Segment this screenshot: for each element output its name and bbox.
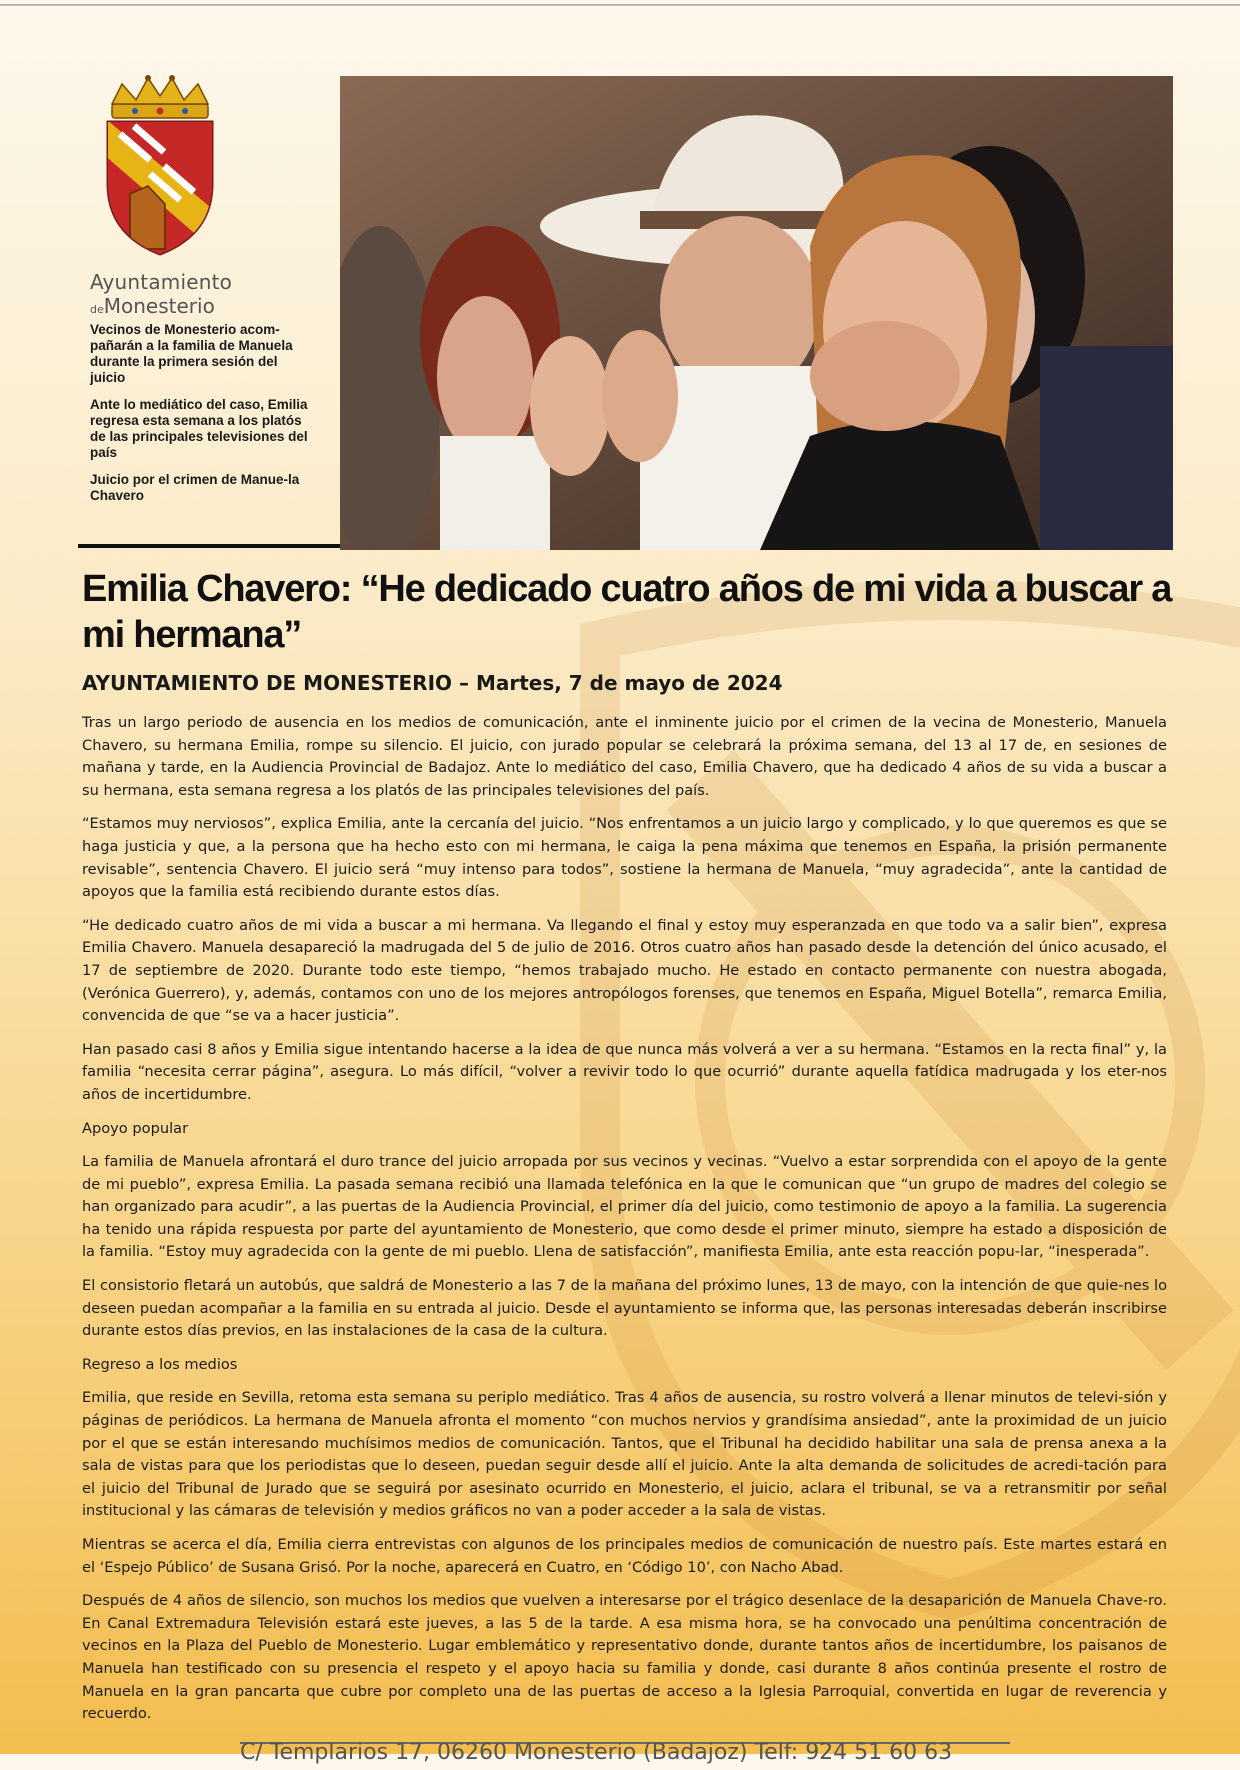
top-border [0,4,1240,6]
article-body [82,712,1167,1737]
coat-of-arms-icon [90,74,230,264]
highlight-item: Vecinos de Monesterio acom-pañarán a la familia de Manuela durante la primera sesión del juicio [90,322,293,385]
article-paragraph: “Estamos muy nerviosos”, explica Emilia, ante la cercanía del juicio. “Nos enfrentamos a un juicio largo y complicado, y lo que queremos es que se haga justicia y que, a la persona que ha hecho esto con mi hermana, le caiga la pena máxima que tenemos en España, la prisión permanente revisable”, sentencia Chavero. El juicio será “muy intenso para todos”, sostiene la hermana de Manuela, “muy agradecida”, ante la cantidad de apoyos que la familia está recibiendo durante estos días. [82,815,1167,901]
org-name-de: de [90,303,104,316]
dateline: AYUNTAMIENTO DE MONESTERIO – Martes, 7 de mayo de 2024 [82,671,783,695]
section-rule [78,544,340,548]
article-paragraph: Después de 4 años de silencio, son muchos los medios que vuelven a interesarse por el trágico desenlace de la desaparición de Manuela Chave-ro. En Canal Extremadura Televisión estará este jueves, a las 5 de la tarde. A esa misma hora, se ha convocado una penúltima concentración de vecinos en la Plaza del Pueblo de Monesterio. Lugar emblemático y representativo donde, durante tantos años de incertidumbre, los paisanos de Manuela han testificado con su presencia el respeto y el apoyo hacia su familia y donde, casi durante 8 años continúa presente el rostro de Manuela en la gran pancarta que cubre por completo una de las puertas de acceso a la Iglesia Parroquial, convertida en lugar de reverencia y recuerdo. [82,1592,1167,1723]
org-name-line2: Monesterio [103,294,215,318]
article-paragraph: Tras un largo periodo de ausencia en los medios de comunicación, ante el inminente juicio por el crimen de la vecina de Monesterio, Manuela Chavero, su hermana Emilia, rompe su silencio. El juicio, con jurado popular se celebrará la próxima semana, del 13 al 17 de, en sesiones de mañana y tarde, en la Audiencia Provincial de Badajoz. Ante lo mediático del caso, Emilia Chavero, que ha dedicado 4 años de su vida a buscar a su hermana, esta semana regresa a los platós de las principales televisiones del país. [82,714,1167,799]
article-paragraph: Emilia, que reside en Sevilla, retoma esta semana su periplo mediático. Tras 4 años de ausencia, su rostro volverá a llenar minutos de televi-sión y páginas de periódicos. La hermana de Manuela afronta el momento “con muchos nervios y grandísima ansiedad”, ante la proximidad de un juicio por el que se están interesando muchísimos medios de comunicación. Tantos, que el Tribunal ha decidido habilitar una sala de prensa anexa a la sala de vistas para que los periodistas que lo deseen, puedan seguir desde allí el juicio. Ante la alta demanda de solicitudes de acredi-tación para el juicio del Tribunal de Jurado que se seguirá por asesinato ocurrido en Monesterio, el juicio, aclara el tribunal, se va a retransmitir por señal institucional y las cámaras de televisión y medios gráficos no van a poder acceder a la sala de vistas. [82,1389,1167,1520]
article-paragraph: La familia de Manuela afrontará el duro trance del juicio arropada por sus vecinos y vecinas. “Vuelvo a estar sorprendida con el apoyo de la gente de mi pueblo”, expresa Emilia. La pasada semana recibió una llamada telefónica en la que le comunican que “un grupo de madres del colegio se han organizado para acudir”, a las puertas de la Audiencia Provincial, el primer día del juicio, como testimonio de apoyo a la familia. La sugerencia ha tenido una rápida respuesta por parte del ayuntamiento de Monesterio, que como desde el primer minuto, siempre ha estado a disposición de la familia. “Estoy muy agradecida con la gente de mi pueblo. Llena de satisfacción”, manifiesta Emilia, ante esta reacción popu-lar, “inesperada”. [82,1153,1167,1261]
highlights-list [90,322,312,515]
highlight-item: Ante lo mediático del caso, Emilia regresa esta semana a los platós de las principales televisiones del país [90,397,308,460]
footer-address: C/ Templarios 17, 06260 Monesterio (Badajoz) Telf: 924 51 60 63 [240,1740,953,1765]
article-paragraph: El consistorio fletará un autobús, que saldrá de Monesterio a las 7 de la mañana del próximo lunes, 13 de mayo, con la intención de que quie-nes lo deseen puedan acompañar a la familia en su entrada al juicio. Desde el ayuntamiento se informa que, las personas interesadas deberán inscribirse durante estos días previos, en las instalaciones de la casa de la cultura. [82,1277,1167,1340]
article-paragraph: Mientras se acerca el día, Emilia cierra entrevistas con algunos de los principales medios de comunicación de nuestro país. Este martes estará en el ‘Espejo Público’ de Susana Grisó. Por la noche, aparecerá en Cuatro, en ‘Código 10’, con Nacho Abad. [82,1536,1167,1576]
news-photo [340,76,1173,550]
article-paragraph: Han pasado casi 8 años y Emilia sigue intentando hacerse a la idea de que nunca más volverá a ver a su hermana. “Estamos en la recta final” y, la familia “necesita cerrar página”, asegura. Lo más difícil, “volver a revivir todo lo que ocurrió” durante aquella fatídica madrugada y los eter-nos años de incertidumbre. [82,1040,1167,1103]
org-wordmark [90,270,250,318]
section-subheading: Regreso a los medios [82,1355,238,1373]
org-name-line1: Ayuntamiento [90,270,233,294]
article-paragraph: “He dedicado cuatro años de mi vida a buscar a mi hermana. Va llegando el final y estoy muy esperanzada en que todo va a salir bien”, expresa Emilia Chavero. Manuela desapareció la madrugada del 5 de julio de 2016. Otros cuatro años han pasado desde la detención del único acusado, el 17 de septiembre de 2020. Durante todo este tiempo, “hemos trabajado mucho. He estado en contacto permanente con nuestra abogada, (Verónica Guerrero), y, además, contamos con uno de los mejores antropólogos forenses, que tenemos en España, Miguel Botella”, remarca Emilia, convencida de que “se va a hacer justicia”. [82,916,1167,1025]
photo-illustration [340,76,1173,550]
section-subheading: Apoyo popular [82,1119,189,1137]
highlight-item: Juicio por el crimen de Manue-la Chavero [90,472,300,503]
headline: Emilia Chavero: “He dedicado cuatro años de mi vida a buscar a mi hermana” [82,568,1172,656]
